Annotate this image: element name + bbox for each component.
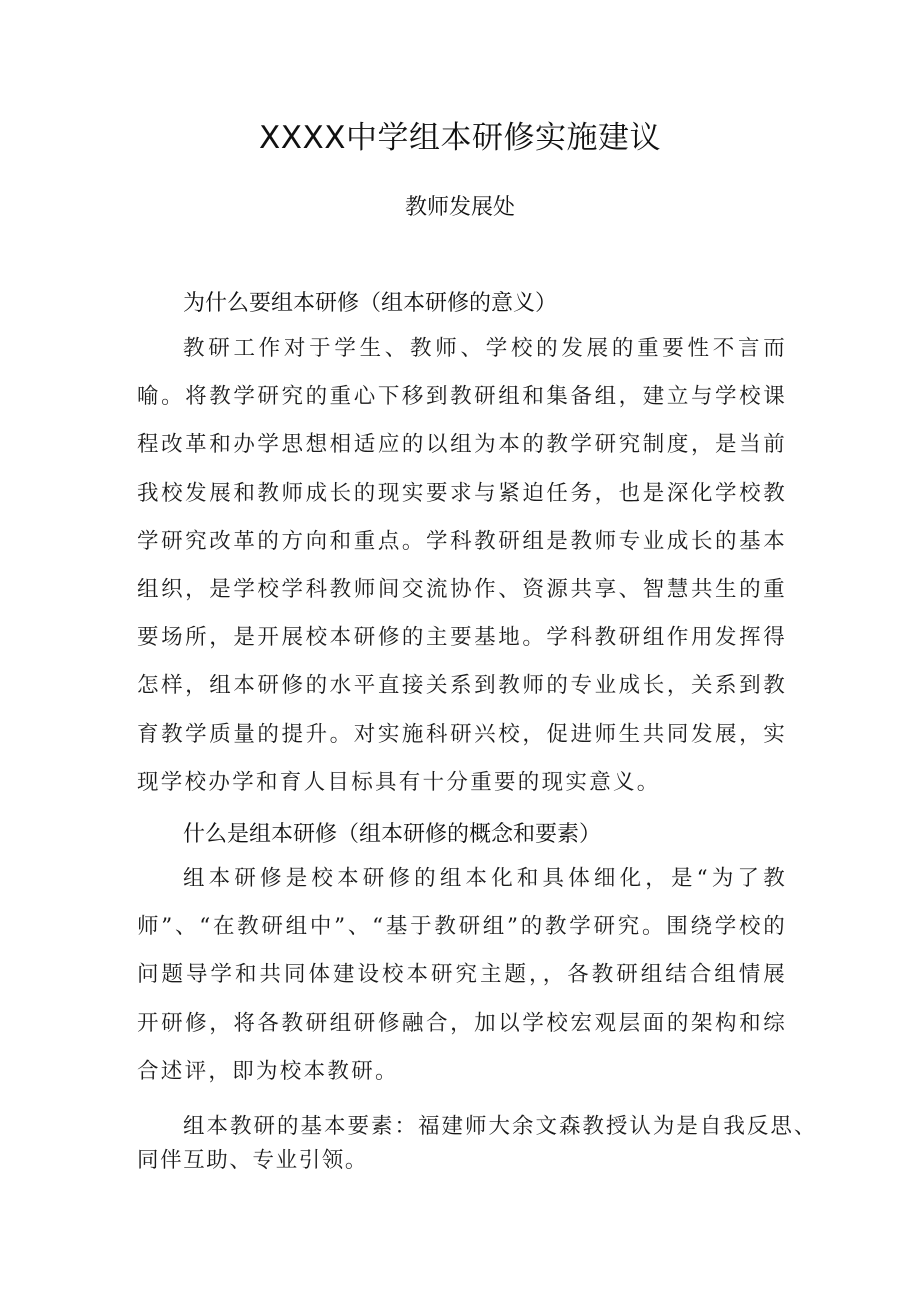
document-title: XXXX中学组本研修实施建议 [259, 120, 661, 156]
document-department: 教师发展处 [404, 195, 515, 220]
paragraph-concept: 组本研修是校本研修的组本化和具体细化，是“为了教师”、“在教研组中”、“基于教研组”的教学研究。围绕学校的问题导学和共同体建设校本研究主题，，各教研组结合组情展开研修，将各教研组研修融合，加以学校宏观层面的架构和综合述评，即为校本教研。 [137, 866, 787, 1084]
section-heading-concept: 什么是组本研修（组本研修的概念和要素） [183, 822, 602, 847]
paragraph-elements: 组本教研的基本要素：福建师大余文森教授认为是自我反思、同伴互助、专业引领。 [137, 1114, 817, 1173]
section-heading-significance: 为什么要组本研修（组本研修的意义） [183, 291, 558, 316]
paragraph-significance: 教研工作对于学生、教师、学校的发展的重要性不言而喻。将教学研究的重心下移到教研组和集备组，建立与学校课程改革和办学思想相适应的以组为本的教学研究制度，是当前我校发展和教师成长的现实要求与紧迫任务，也是深化学校教学研究改革的方向和重点。学科教研组是教师专业成长的基本组织，是学校学科教师间交流协作、资源共享、智慧共生的重要场所，是开展校本研修的主要基地。学科教研组作用发挥得怎样，组本研修的水平直接关系到教师的专业成长，关系到教育教学质量的提升。对实施科研兴校，促进师生共同发展，实现学校办学和育人目标具有十分重要的现实意义。 [137, 336, 787, 795]
